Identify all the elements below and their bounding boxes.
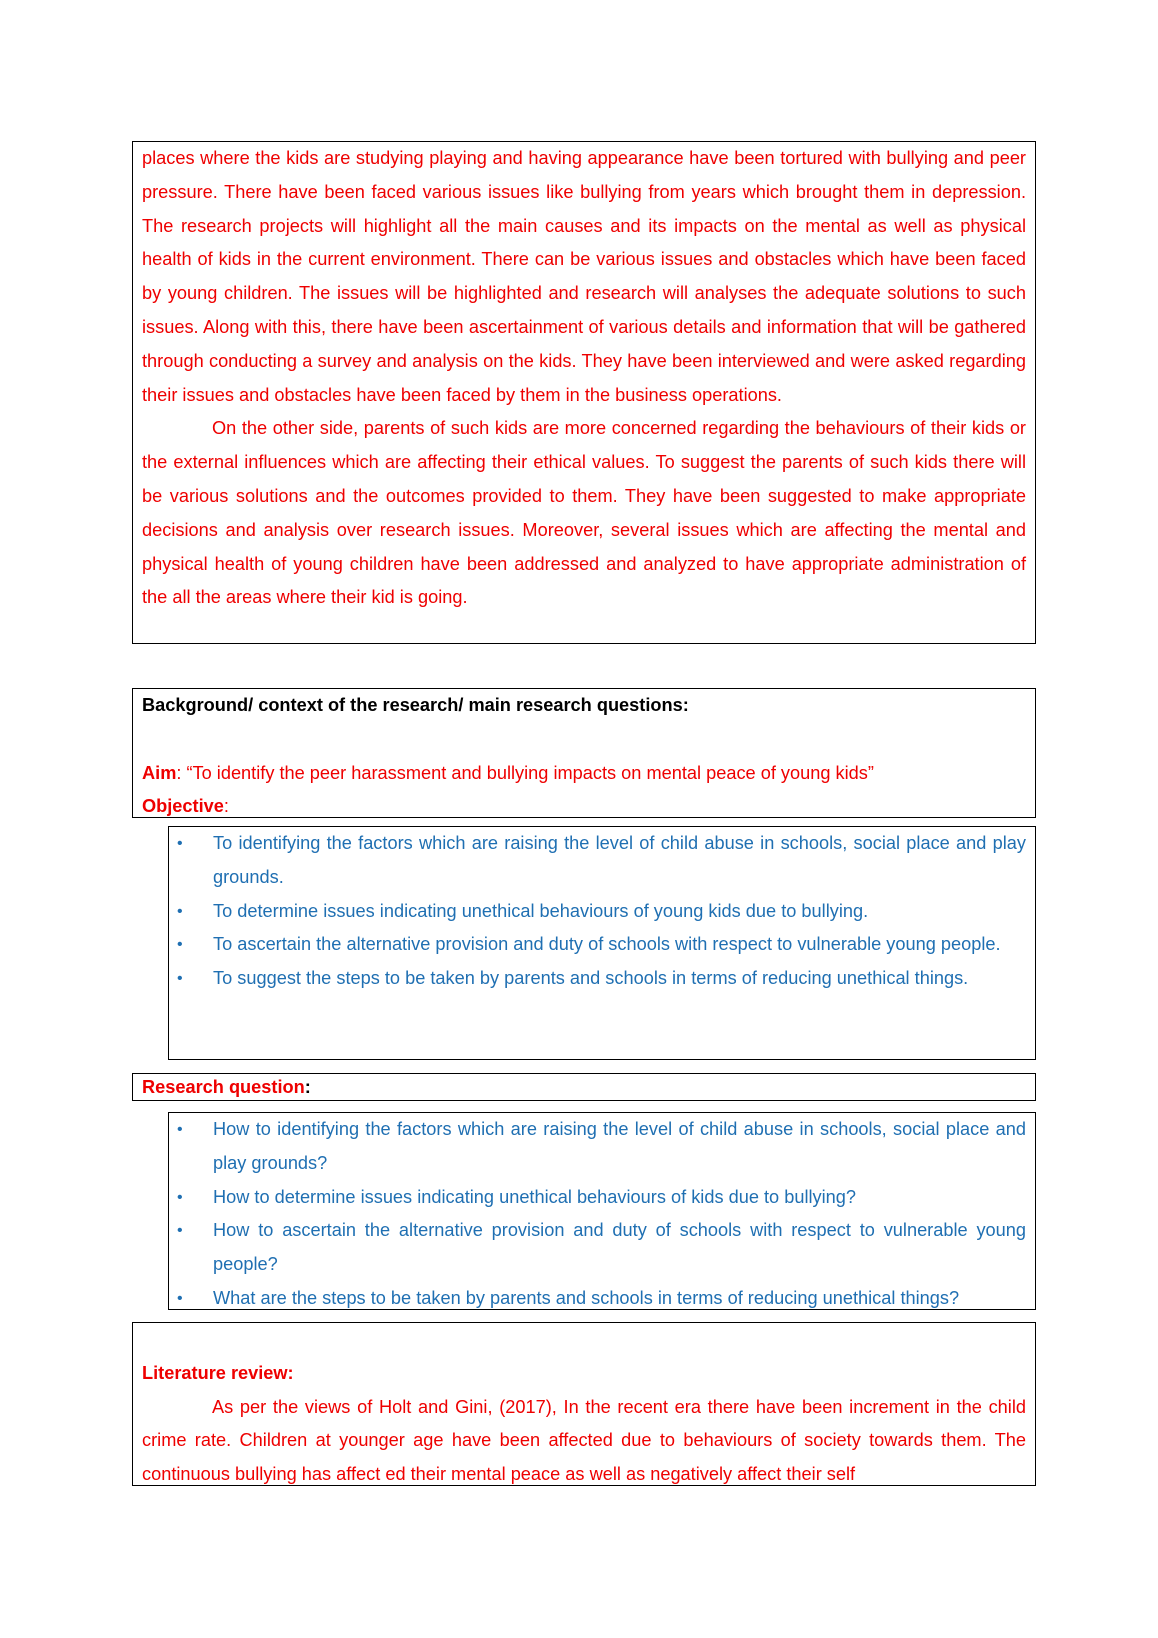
literature-paragraph: As per the views of Holt and Gini, (2017), In the recent era there have been increment in the child crime rate. Children at younger age have been affected due to behaviours of society towards them. The continuous bullying has affect ed their mental peace as well as negatively affect their self xyxy=(142,1396,1026,1485)
blank-line xyxy=(142,1323,1026,1357)
questions-list-box xyxy=(168,1112,1036,1310)
bullet-icon: • xyxy=(177,902,183,920)
bullet-icon: • xyxy=(177,1289,183,1307)
bullet-icon: • xyxy=(177,1121,183,1138)
objective-text: To ascertain the alternative provision and duty of schools with respect to vulnerable young people. xyxy=(213,934,1001,955)
objective-text: To determine issues indicating unethical behaviours of young kids due to bullying. xyxy=(213,900,869,921)
question-text: How to determine issues indicating unethical behaviours of kids due to bullying? xyxy=(213,1186,857,1207)
objective-line xyxy=(142,790,1026,824)
objective-colon: : xyxy=(223,796,229,817)
question-text: What are the steps to be taken by parents and schools in terms of reducing unethical things? xyxy=(213,1287,960,1308)
list-item xyxy=(169,1214,1026,1282)
list-item xyxy=(169,928,1026,962)
list-item xyxy=(169,1113,1026,1181)
bullet-icon: • xyxy=(177,1188,183,1206)
bullet-icon: • xyxy=(177,1222,183,1240)
objective-text: To identifying the factors which are raising the level of child abuse in schools, social place and play grounds. xyxy=(213,833,1026,887)
literature-section xyxy=(132,1322,1036,1486)
question-text: How to identifying the factors which are raising the level of child abuse in schools, social place and play grounds? xyxy=(213,1119,1026,1173)
objectives-list-box xyxy=(168,826,1036,1060)
list-item xyxy=(169,962,1026,996)
list-item xyxy=(169,827,1026,895)
research-question-label: Research question xyxy=(142,1077,305,1097)
bullet-icon: • xyxy=(177,835,183,852)
bullet-icon: • xyxy=(177,936,183,954)
objective-label: Objective xyxy=(142,796,224,817)
literature-heading: Literature review: xyxy=(142,1362,294,1383)
questions-list xyxy=(169,1113,1026,1316)
objectives-list xyxy=(169,827,1026,996)
list-item xyxy=(169,895,1026,929)
research-question-heading xyxy=(142,1074,1026,1100)
blank-line xyxy=(142,723,1026,757)
bullet-icon: • xyxy=(177,970,183,988)
intro-paragraph-2: On the other side, parents of such kids are more concerned regarding the behaviours of their kids or the external influences which are affecting their ethical values. To suggest the parents of such kids there will be various solutions and the outcomes provided to them. They have been suggested to make appropriate decisions and analysis over research issues. Moreover, several issues which are affecting the mental and physical health of young children have been addressed and analyzed to have appropriate administration of the all the areas where their kid is going. xyxy=(142,418,1026,608)
background-section xyxy=(132,688,1036,818)
aim-text: : “To identify the peer harassment and bullying impacts on mental peace of young kids” xyxy=(176,762,874,783)
list-item xyxy=(169,1181,1026,1215)
objective-text: To suggest the steps to be taken by parents and schools in terms of reducing unethical things. xyxy=(213,968,969,989)
intro-section xyxy=(132,141,1036,644)
aim-label: Aim xyxy=(142,762,177,783)
research-question-heading-box xyxy=(132,1073,1036,1101)
intro-paragraph-1: places where the kids are studying playing and having appearance have been tortured with bullying and peer pressure. There have been faced various issues like bullying from years which brought them in depression. The research projects will highlight all the main causes and its impacts on the mental as well as physical health of kids in the current environment. There can be various issues and obstacles which have been faced by young children. The issues will be highlighted and research will analyses the adequate solutions to such issues. Along with this, there have been ascertainment of various details and information that will be gathered through conducting a survey and analysis on the kids. They have been interviewed and were asked regarding their issues and obstacles have been faced by them in the business operations. xyxy=(142,148,1026,405)
background-heading: Background/ context of the research/ main research questions: xyxy=(142,695,689,715)
list-item xyxy=(169,1282,1026,1316)
aim-line xyxy=(142,757,1026,791)
research-question-colon: : xyxy=(304,1077,311,1097)
question-text: How to ascertain the alternative provision and duty of schools with respect to vulnerable young people? xyxy=(213,1220,1026,1275)
